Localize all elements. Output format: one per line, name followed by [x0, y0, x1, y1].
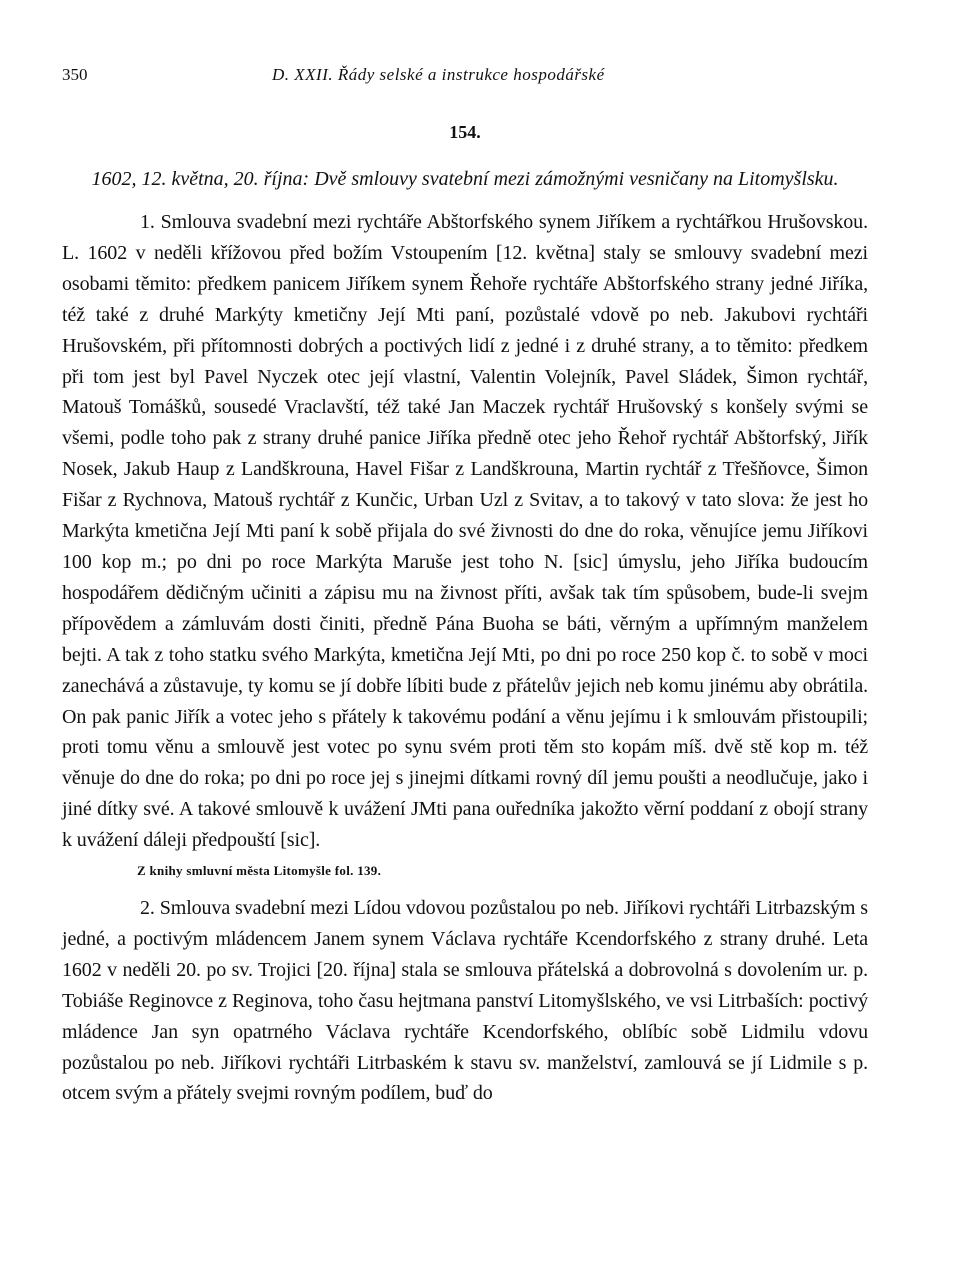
- paragraph-1: 1. Smlouva svadební mezi rychtáře Abštorfského synem Jiříkem a rychtářkou Hrušovskou. L. 1602 v neděli křížovou před božím Vstoupením [12. května] staly se smlouvy svadební mezi osobami těmito: předkem panicem Jiříkem synem Řehoře rychtáře Abštorfského strany jedné Jiříka, též také z druhé Markýty kmetičny Její Mti paní, pozůstalé vdově po neb. Jakubovi rychtáři Hrušovském, při přítomnosti dobrých a poctivých lidí z jedné i z druhé strany, a to těmito: předkem při tom jest byl Pavel Nyczek otec její vlastní, Valentin Volejník, Pavel Sládek, Šimon rychtář, Matouš Tomášků, sousedé Vraclavští, též také Jan Maczek rychtář Hrušovský s konšely svými se všemi, podle toho pak z strany druhé panice Jiříka předně otec jeho Řehoř rychtář Abštorfský, Jiřík Nosek, Jakub Haup z Landškrouna, Havel Fišar z Landškrouna, Martin rychtář z Třešňovce, Šimon Fišar z Rychnova, Matouš rychtář z Kunčic, Urban Uzl z Svitav, a to takový v tato slova: že jest ho Markýta kmetična Její Mti paní k sobě přijala do své živnosti do dne do roka, věnujíce jemu Jiříkovi 100 kop m.; po dni po roce Markýta Maruše jest toho N. [sic] úmyslu, jeho Jiříka budoucím hospodářem dědičným učiniti a zápisu mu na živnost příti, avšak tak tím spůsobem, bude-li svejm přípovědem a zámluvám dosti činiti, předně Pána Buoha se báti, věrným a upřímným manželem bejti. A tak z toho statku svého Markýta, kmetična Její Mti, po dni po roce 250 kop č. to sobě v moci zanechává a zůstavuje, ty komu se jí dobře líbiti bude z přátelův jejich neb komu jinému aby obrátila. On pak panic Jiřík a votec jeho s přátely k takovému podání a věnu jejímu i k smlouvám přistoupili; proti tomu věnu a smlouvě jest votec po synu svém proti těm sto kopám míš. dvě stě kop m. též věnuje do dne do roka; po dni po roce jej s jinejmi dítkami rovný díl jemu poušti a neodlučuje, jako i jiné dítky své. A takové smlouvě k uvážení JMti pana ouředníka jakožto věrní poddaní z obojí strany k uvážení dáleji předpouští [sic].: [62, 211, 868, 852]
- document-heading: 1602, 12. května, 20. října: Dvě smlouvy svatební mezi zámožnými vesničany na Litomyšlsku.: [91, 168, 839, 190]
- page-number: 350: [62, 65, 88, 84]
- document-number: 154.: [449, 122, 481, 142]
- running-title: D. XXII. Řády selské a instrukce hospodářské: [272, 65, 605, 84]
- source-note: Z knihy smluvní města Litomyšle fol. 139.: [137, 863, 382, 879]
- running-head: [62, 64, 868, 86]
- paragraph-2: 2. Smlouva svadební mezi Lídou vdovou pozůstalou po neb. Jiříkovi rychtáři Litrbazským s jedné, a poctivým mládencem Janem synem Václava rychtáře Kcendorfského z strany druhé. Leta 1602 v neděli 20. po sv. Trojici [20. října] stala se smlouva přátelská a dobrovolná s dovolením ur. p. Tobiáše Reginovce z Reginova, toho času hejtmana panství Litomyšlského, ve vsi Litrbaších: poctivý mládence Jan syn opatrného Václava rychtáře Kcendorfského, oblíbíc sobě Lidmilu vdovu pozůstalou po neb. Jiříkovi rychtáři Litrbaském k stavu sv. manželství, zamlouvá se jí Lidmile s p. otcem svým a přátely svejmi rovným podílem, buď do: [62, 897, 868, 1105]
